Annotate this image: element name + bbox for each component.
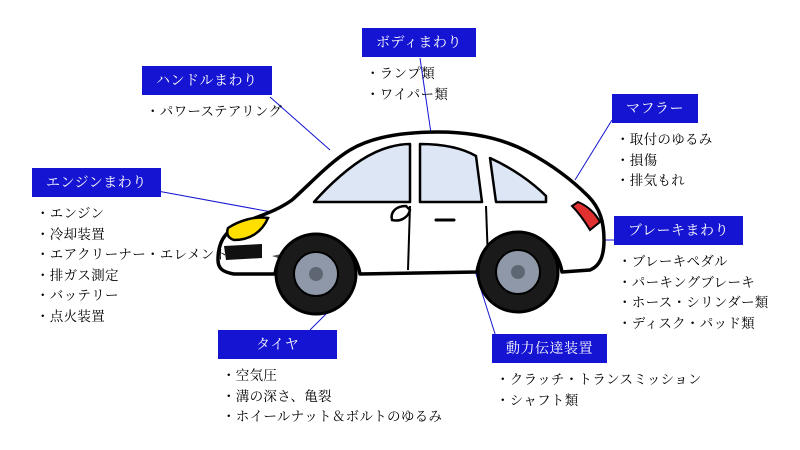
callout-body-around [362, 28, 476, 105]
callout-items-muffler [616, 130, 713, 192]
callout-item: ・冷却装置 [36, 226, 105, 242]
callout-muffler [612, 94, 713, 192]
callout-title-engine-around[interactable]: エンジンまわり [32, 168, 161, 197]
callout-item: ・ホース・シリンダー類 [618, 295, 769, 311]
callout-item: ・ランプ類 [366, 66, 435, 81]
callout-title-brake-around[interactable]: ブレーキまわり [614, 216, 743, 245]
callout-engine-around [32, 168, 228, 327]
callout-item: ・シャフト類 [496, 392, 579, 408]
callout-item: ・パワーステアリング [146, 104, 283, 119]
callout-item: ・排気もれ [616, 173, 685, 189]
rear-hub [511, 265, 525, 279]
car-illustration [210, 110, 610, 330]
callout-item: ・点火装置 [36, 308, 105, 324]
callout-items-body-around [366, 64, 476, 105]
callout-handle-around [142, 66, 282, 123]
callout-items-drivetrain [496, 370, 702, 411]
callout-items-tire [222, 366, 442, 428]
callout-items-brake-around [618, 252, 769, 334]
callout-item: ・溝の深さ、亀裂 [222, 388, 332, 404]
callout-item: ・ワイパー類 [366, 86, 449, 102]
callout-item: ・排ガス測定 [36, 267, 119, 283]
callout-item: ・パーキングブレーキ [618, 274, 756, 290]
callout-item: ・エアクリーナー・エレメント [36, 247, 229, 263]
callout-item: ・損傷 [616, 152, 658, 168]
callout-item: ・バッテリー [36, 288, 119, 304]
callout-item: ・ディスク・パッド類 [618, 315, 755, 331]
callout-items-handle-around [146, 102, 282, 123]
callout-item: ・クラッチ・トランスミッション [496, 372, 702, 387]
callout-tire [218, 330, 442, 428]
front-bumper-grille [224, 244, 262, 260]
callout-drivetrain [492, 334, 702, 411]
callout-title-handle-around[interactable]: ハンドルまわり [142, 66, 272, 95]
front-hub [309, 267, 323, 281]
callout-items-engine-around [36, 204, 228, 327]
callout-title-body-around[interactable]: ボディまわり [362, 28, 476, 57]
callout-item: ・ホイールナット＆ボルトのゆるみ [222, 409, 443, 425]
callout-title-muffler[interactable]: マフラー [612, 94, 698, 123]
callout-title-drivetrain[interactable]: 動力伝達装置 [492, 334, 607, 363]
callout-item: ・エンジン [36, 206, 105, 221]
callout-title-tire[interactable]: タイヤ [218, 330, 337, 359]
callout-item: ・取付のゆるみ [616, 132, 713, 147]
callout-item: ・ブレーキペダル [618, 254, 728, 269]
callout-brake-around [614, 216, 769, 334]
callout-item: ・空気圧 [222, 368, 278, 383]
